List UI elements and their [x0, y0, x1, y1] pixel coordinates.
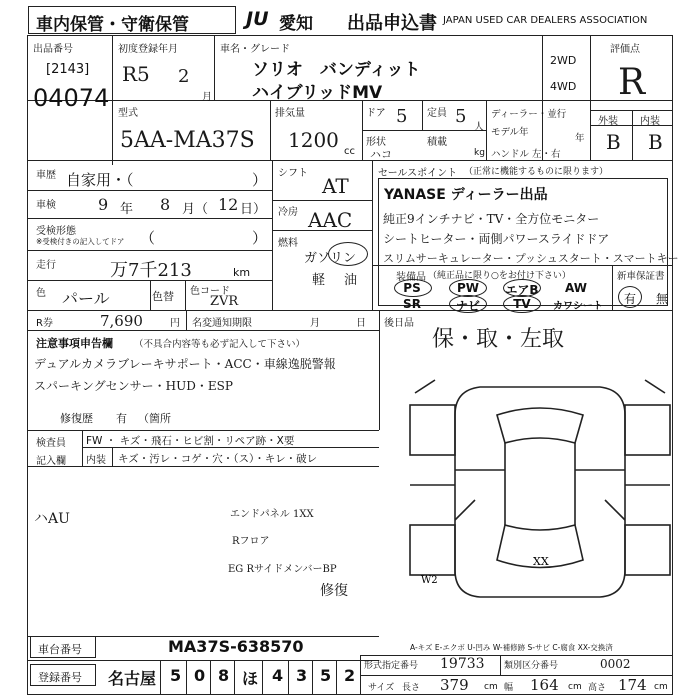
history-label: 車歴 [36, 170, 56, 181]
capacity-unit: 人 [474, 122, 484, 133]
shift-label: シフト [278, 168, 308, 179]
inspector-note-5: 修復 [320, 583, 348, 599]
grade-label: 評価点 [610, 44, 640, 55]
association-name: JAPAN USED CAR DEALERS ASSOCIATION [443, 15, 648, 26]
registration-month-unit: 月 [202, 92, 212, 103]
interior-row: キズ・汚レ・コゲ・穴・（ス）・キレ・破レ [118, 453, 318, 465]
shaken-day: 12 [218, 195, 239, 214]
interior-row-label: 内装 [86, 455, 106, 466]
history-close: ） [252, 171, 268, 189]
recycle-unit: 円 [170, 318, 180, 329]
fuel-label: 燃料 [278, 238, 298, 249]
plate-digit-5: 3 [296, 666, 308, 685]
shaken-label: 車検 [36, 200, 56, 211]
lot-number: 04074 [33, 84, 110, 112]
notes-note: （不具合内容等も必ず記入して下さい） [134, 339, 306, 350]
shaken-year: 9 [98, 195, 109, 214]
color-value: パール [62, 289, 110, 308]
ac-label: 冷房 [278, 207, 298, 218]
model-designation-label: 形式指定番号 [364, 661, 419, 671]
type-value: 5AA-MA37S [120, 128, 255, 153]
repair-label: 修復歴 [60, 412, 93, 425]
shaken-year-unit: 年 [120, 202, 134, 217]
height-value: 174 [618, 676, 647, 694]
tax-day: 日 [356, 318, 366, 329]
shaken-month: 8 [160, 195, 171, 214]
receipt-sub: ※受検付きの記入してドア [36, 237, 125, 246]
fw-row: FW ・ キズ・飛石・ヒビ割・リペア跡・X要 [86, 435, 295, 447]
shaken-day-unit: 日） [240, 202, 267, 217]
sales-line2: シートヒーター・両側パワースライドドア [383, 232, 610, 246]
length-value: 379 [440, 676, 469, 694]
class-value: 0002 [600, 657, 631, 671]
color-label: 色 [36, 288, 46, 299]
length-label: 長さ [402, 683, 421, 693]
plate-label: 登録番号 [38, 671, 82, 684]
plate-digit-2: 0 [194, 666, 206, 685]
equipment-pw: PW [456, 281, 480, 295]
displacement-unit: cc [344, 146, 355, 157]
recycle-value: 7,690 [100, 312, 143, 330]
fuel-gas: ガソリン [304, 251, 357, 266]
registration-month: 2 [178, 66, 190, 87]
inspector-note-4: EG RサイドメンバーBP [228, 564, 337, 575]
notes-label: 注意事項申告欄 [36, 337, 113, 350]
shift-value: AT [322, 174, 349, 198]
width-label: 幅 [504, 683, 514, 693]
history-value: 自家用・（ [66, 171, 134, 189]
equipment-label: 装備品 [396, 272, 426, 283]
damage-legend: A-キズ E-エクボ U-凹み W-補修跡 S-サビ C-腐食 XX-交換済 [410, 643, 613, 652]
interior-label: 内装 [640, 116, 660, 127]
form-title: 出品申込書 [347, 13, 437, 34]
exterior-label: 外装 [598, 116, 618, 127]
load-unit: kg [474, 148, 485, 158]
inspector-note-2: エンドパネル 1XX [230, 509, 314, 520]
receipt-label: 受検形態 [36, 226, 76, 237]
drive-2wd: 2WD [550, 54, 577, 67]
car-name-line1: ソリオ バンディット [252, 60, 421, 80]
drive-4wd: 4WD [550, 80, 577, 93]
vin-value: MA37S-638570 [168, 637, 304, 656]
plate-digit-4: 4 [272, 666, 284, 685]
shaken-month-unit: 月（ [182, 202, 209, 217]
storage-stamp-text: 車内保管・守衛保管 [36, 15, 189, 35]
equipment-note: （純正品に限り○をお付け下さい） [428, 271, 571, 281]
diagram-mark-w2: W2 [421, 575, 438, 586]
equipment-airbag: エアB [505, 283, 539, 297]
displacement-label: 排気量 [275, 108, 305, 119]
width-cm: cm [568, 682, 582, 692]
recycle-label: R券 [36, 318, 53, 329]
length-cm: cm [484, 682, 498, 692]
car-name-label: 車名・グレード [220, 44, 290, 55]
equipment-seat: カワシート [553, 301, 603, 312]
accessories-value: 保・取・左取 [432, 327, 565, 352]
mileage-label: 走行 [36, 260, 56, 271]
diagram-mark-xx: XX [533, 555, 549, 568]
inspector-entry-label: 記入欄 [36, 456, 66, 467]
sales-line3: スリムサーキュレーター・プッシュスタート・スマートキー [383, 252, 679, 265]
color-swap-label: 色替 [152, 290, 174, 303]
notes-line1: デュアルカメラブレーキサポート・ACC・車線逸脱警報 [34, 357, 336, 371]
warranty-yes: 有 [624, 292, 637, 306]
receipt-open: （ [140, 229, 156, 247]
capacity-label: 定員 [427, 108, 447, 119]
receipt-close: ） [252, 229, 268, 247]
width-value: 164 [530, 676, 559, 694]
plate-digit-6: 5 [320, 666, 332, 685]
accessories-label: 後日品 [384, 318, 414, 329]
capacity-value: 5 [455, 106, 467, 127]
registration-label: 初度登録年月 [118, 44, 178, 55]
height-label: 高さ [588, 683, 607, 693]
notes-line2: スパーキングセンサー・HUD・ESP [34, 379, 233, 393]
interior-grade: B [648, 130, 663, 154]
plate-region: 名古屋 [108, 669, 157, 688]
model-designation: 19733 [440, 656, 485, 672]
height-cm: cm [654, 682, 668, 692]
mileage-unit: km [233, 266, 251, 279]
displacement-value: 1200 [288, 128, 339, 152]
car-damage-diagram [405, 375, 675, 615]
fuel-light: 軽 [312, 273, 326, 288]
color-code-label: 色コード [190, 286, 230, 297]
size-label: サイズ [368, 683, 395, 693]
plate-digit-7: 2 [344, 666, 356, 685]
fuel-gas-circle [328, 242, 368, 266]
dealer-label: ディーラー・並行 [491, 109, 567, 120]
handle-label: ハンドル 左・右 [491, 149, 561, 160]
equipment-tv: TV [513, 297, 531, 311]
ju-logo: JU [246, 8, 269, 30]
shape-value: ハコ [370, 148, 392, 161]
equipment-sr: SR [403, 297, 421, 311]
plate-kana: ほ [242, 669, 259, 688]
equipment-ps: PS [403, 281, 421, 295]
tax-label: 名変通知期限 [192, 318, 252, 329]
doors-label: ドア [366, 108, 386, 119]
inspector-note-1: ハAU [34, 511, 70, 527]
car-name-line2: ハイブリッドMV [252, 83, 383, 103]
sales-headline: YANASE ディーラー出品 [384, 187, 548, 203]
tax-month: 月 [310, 318, 320, 329]
inspector-note-3: Rフロア [232, 536, 270, 547]
equipment-aw: AW [565, 281, 587, 295]
inspector-label: 検査員 [36, 438, 66, 449]
sales-point-note: （正常に機能するものに限ります） [464, 167, 609, 177]
model-year-unit: 年 [575, 133, 585, 144]
lot-label: 出品番号 [33, 44, 73, 55]
exterior-grade: B [606, 130, 621, 154]
warranty-label: 新車保証書 [617, 271, 665, 282]
grade-value: R [618, 62, 646, 103]
registration-era: R5 [122, 62, 150, 86]
ac-value: AAC [308, 208, 353, 232]
warranty-no: 無 [656, 292, 669, 306]
plate-digit-1: 5 [170, 666, 182, 685]
sales-point-label: セールスポイント [378, 168, 458, 179]
load-label: 積載 [427, 137, 447, 148]
repair-value: 有 [116, 412, 127, 425]
mileage-value: 万7千213 [110, 260, 192, 281]
vin-label: 車台番号 [38, 643, 82, 656]
shape-label: 形状 [366, 137, 386, 148]
org-name: 愛知 [279, 14, 313, 34]
plate-digit-3: 8 [218, 666, 230, 685]
class-label: 類別区分番号 [504, 661, 559, 671]
doors-value: 5 [396, 106, 408, 127]
color-code-value: ZVR [210, 294, 239, 309]
model-year-label: モデル年 [491, 127, 529, 138]
sales-line1: 純正9インチナビ・TV・全方位モニター [383, 212, 600, 226]
type-label: 型式 [118, 108, 138, 119]
equipment-navi: ナビ [455, 299, 480, 313]
lot-bracket: [2143] [46, 62, 90, 77]
fuel-oil: 油 [344, 273, 358, 288]
repair-place: （箇所 [138, 412, 171, 425]
